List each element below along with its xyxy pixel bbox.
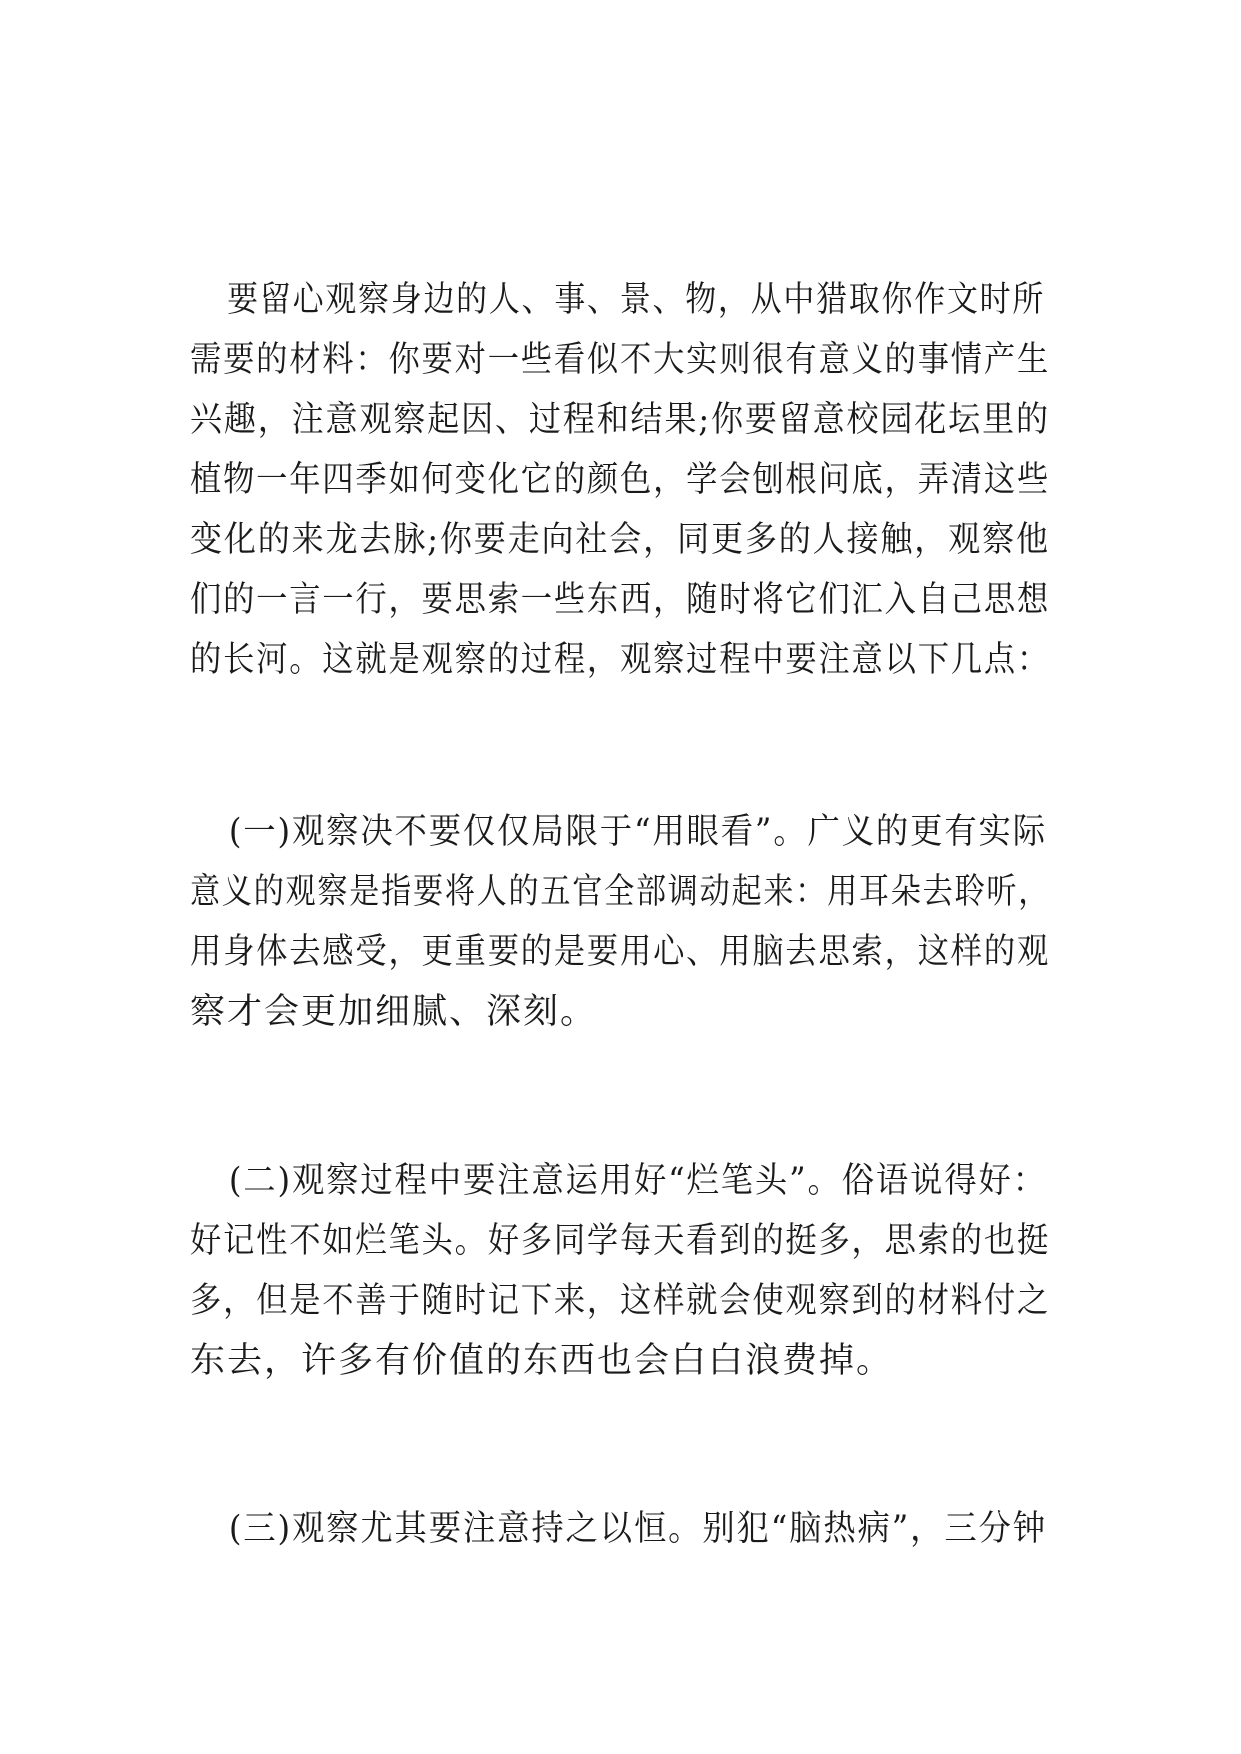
paragraph-line: 好记性不如烂笔头。好多同学每天看到的挺多，思索的也挺 [190, 1221, 1051, 1261]
paragraph-line: 东去，许多有价值的东西也会白白浪费掉。 [190, 1341, 894, 1381]
paragraph-line: (二)观察过程中要注意运用好“烂笔头”。俗语说得好： [228, 1161, 1047, 1201]
paragraph-line: 多，但是不善于随时记下来，这样就会使观察到的材料付之 [190, 1281, 1051, 1321]
paragraph-line: 变化的来龙去脉;你要走向社会，同更多的人接触，观察他 [190, 520, 1050, 560]
paragraph-line: 植物一年四季如何变化它的颜色，学会刨根问底，弄清这些 [190, 460, 1051, 500]
paragraph-line: 需要的材料：你要对一些看似不大实则很有意义的事情产生 [190, 340, 1051, 380]
paragraph-line: 用身体去感受，更重要的是要用心、用脑去思索，这样的观 [190, 932, 1051, 972]
paragraph-line: 的长河。这就是观察的过程，观察过程中要注意以下几点： [190, 640, 1051, 680]
paragraph-line: 意义的观察是指要将人的五官全部调动起来：用耳朵去聆听， [190, 872, 1051, 912]
paragraph-line: 要留心观察身边的人、事、景、物，从中猎取你作文时所 [227, 280, 1046, 320]
paragraph-point-one [190, 802, 1050, 1042]
paragraph-observation-intro [190, 270, 1050, 690]
paragraph-point-three [190, 1499, 1050, 1559]
paragraph-line: (一)观察决不要仅仅局限于“用眼看”。广义的更有实际 [228, 812, 1047, 852]
paragraph-line: (三)观察尤其要注意持之以恒。别犯“脑热病”，三分钟 [228, 1509, 1047, 1549]
paragraph-point-two [190, 1151, 1050, 1391]
paragraph-line: 兴趣，注意观察起因、过程和结果;你要留意校园花坛里的 [190, 400, 1050, 440]
paragraph-line: 察才会更加细腻、深刻。 [190, 992, 598, 1032]
paragraph-line: 们的一言一行，要思索一些东西，随时将它们汇入自己思想 [190, 580, 1051, 620]
